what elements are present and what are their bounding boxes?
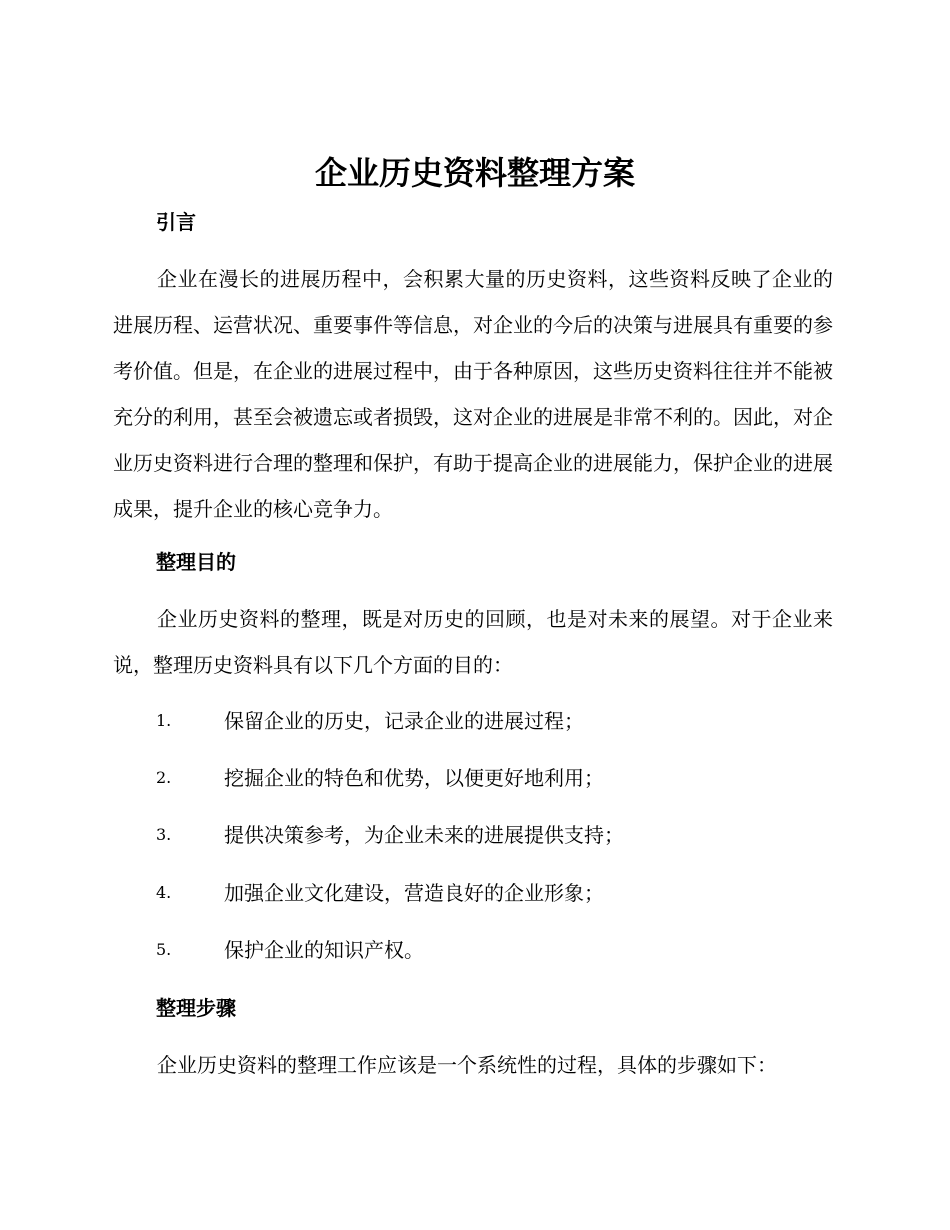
list-item-number: 4. — [156, 883, 172, 902]
list-item-number: 3. — [156, 825, 172, 844]
list-item-text: 挖掘企业的特色和优势，以便更好地利用； — [224, 766, 604, 790]
steps-paragraph: 企业历史资料的整理工作应该是一个系统性的过程，具体的步骤如下： — [157, 1053, 777, 1077]
section-heading-purpose: 整理目的 — [156, 550, 236, 574]
list-item-number: 2. — [156, 768, 172, 787]
list-item-text: 提供决策参考，为企业未来的进展提供支持； — [224, 823, 624, 847]
list-item-text: 保护企业的知识产权。 — [224, 938, 424, 962]
section-heading-introduction: 引言 — [156, 210, 196, 234]
introduction-paragraph: 企业在漫长的进展历程中，会积累大量的历史资料，这些资料反映了企业的进展历程、运营状况、重要事件等信息，对企业的今后的决策与进展具有重要的参考价值。但是，在企业的进展过程中，由于各种原因，这些历史资料往往并不能被充分的利用，甚至会被遗忘或者损毁，这对企业的进展是非常不利的。因此，对企业历史资料进行合理的整理和保护，有助于提高企业的进展能力，保护企业的进展成果，提升企业的核心竞争力。 — [113, 267, 833, 521]
list-item-text: 保留企业的历史，记录企业的进展过程； — [224, 709, 584, 733]
list-item-number: 1. — [156, 711, 172, 730]
document-title: 企业历史资料整理方案 — [314, 154, 635, 192]
list-item-text: 加强企业文化建设，营造良好的企业形象； — [224, 881, 604, 905]
section-heading-steps: 整理步骤 — [156, 996, 236, 1020]
list-item-number: 5. — [156, 940, 172, 959]
purpose-paragraph: 企业历史资料的整理，既是对历史的回顾，也是对未来的展望。对于企业来说，整理历史资料具有以下几个方面的目的： — [113, 607, 833, 677]
